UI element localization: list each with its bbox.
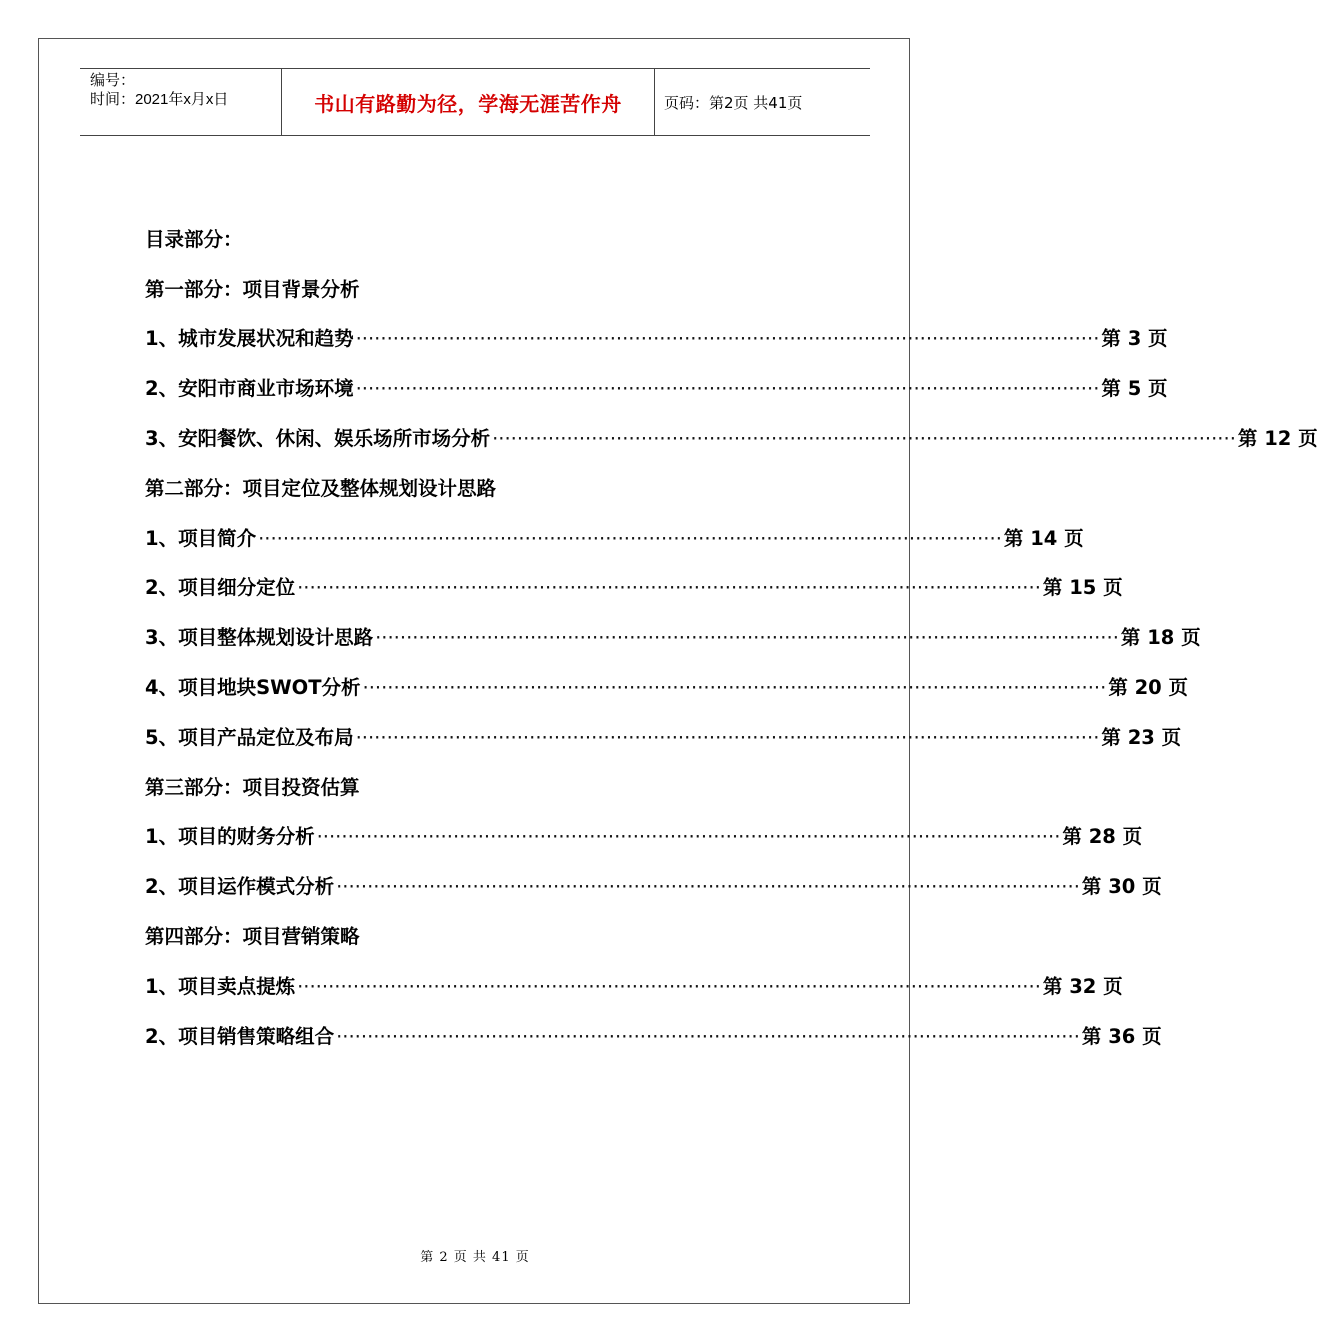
toc-entry-title: 3、安阳餐饮、休闲、娱乐场所市场分析 (145, 427, 491, 451)
toc-entry-title: 第二部分：项目定位及整体规划设计思路 (145, 476, 497, 500)
toc-page-number: 第 3 页 (1101, 327, 1168, 351)
toc-entry (145, 414, 1318, 464)
toc-leader-dots: ························································································································ (355, 725, 1100, 749)
toc-leader-dots: ························································································································ (336, 875, 1080, 899)
toc-entry-title: 1、项目卖点提炼 (145, 974, 296, 998)
header-number-label: 编号： (90, 72, 136, 89)
toc-heading (145, 464, 775, 514)
toc-page-number: 第 23 页 (1101, 725, 1182, 749)
toc-entry-title: 1、城市发展状况和趋势 (145, 327, 354, 351)
header-meta (80, 69, 282, 135)
toc-entry (145, 315, 1168, 365)
header-motto: 书山有路勤为径，学海无涯苦作舟 (282, 69, 655, 135)
toc-page-number: 第 32 页 (1042, 974, 1123, 998)
toc-leader-dots: ························································································································ (297, 974, 1041, 998)
toc-entry (145, 564, 1123, 614)
toc-leader-dots: ························································································································ (316, 825, 1061, 849)
toc-leader-dots: ························································································································ (297, 576, 1041, 600)
toc-heading (145, 265, 775, 315)
toc-leader-dots: ························································································································ (336, 1024, 1080, 1048)
toc-heading (145, 215, 775, 265)
toc-leader-dots: ························································································································ (258, 526, 1002, 550)
toc-page-number: 第 18 页 (1120, 626, 1201, 650)
toc-entry-title: 2、项目销售策略组合 (145, 1024, 335, 1048)
toc-entry (145, 613, 1201, 663)
toc-page-number: 第 28 页 (1062, 825, 1143, 849)
toc-page-number: 第 20 页 (1108, 676, 1189, 700)
toc-entry (145, 663, 1189, 713)
toc-page-number: 第 12 页 (1237, 427, 1318, 451)
page-header (80, 68, 870, 136)
toc-entry-title: 2、项目运作模式分析 (145, 875, 335, 899)
toc-entry-title: 2、项目细分定位 (145, 576, 296, 600)
toc-heading (145, 912, 775, 962)
toc-leader-dots: ························································································································ (375, 626, 1119, 650)
toc-page-number: 第 14 页 (1003, 526, 1084, 550)
toc-leader-dots: ························································································································ (492, 427, 1236, 451)
toc-entry-title: 目录部分： (145, 227, 243, 251)
toc-entry (145, 962, 1123, 1012)
header-page-info: 页码：第2页 共41页 (664, 93, 803, 112)
toc-entry-title: 1、项目简介 (145, 526, 257, 550)
header-time-label: 时间：2021年x月x日 (90, 91, 229, 108)
toc-page-number: 第 30 页 (1081, 875, 1162, 899)
toc-leader-dots: ························································································································ (362, 676, 1107, 700)
toc-entry-title: 5、项目产品定位及布局 (145, 725, 354, 749)
toc-entry-title: 2、安阳市商业市场环境 (145, 377, 354, 401)
toc-entry (145, 364, 1168, 414)
page-footer: 第 2 页 共 41 页 (420, 1250, 530, 1265)
toc-heading (145, 763, 775, 813)
toc-leader-dots: ························································································································ (355, 377, 1100, 401)
toc-entry-title: 第一部分：项目背景分析 (145, 277, 360, 301)
toc-page-number: 第 36 页 (1081, 1024, 1162, 1048)
table-of-contents (145, 215, 1318, 1062)
toc-leader-dots: ························································································································ (355, 327, 1100, 351)
toc-entry-title: 1、项目的财务分析 (145, 825, 315, 849)
toc-page-number: 第 5 页 (1101, 377, 1168, 401)
toc-entry (145, 862, 1162, 912)
toc-entry (145, 1012, 1162, 1062)
toc-entry (145, 813, 1143, 863)
toc-entry-title: 第三部分：项目投资估算 (145, 775, 360, 799)
toc-entry-title: 4、项目地块SWOT分析 (145, 676, 361, 700)
toc-entry-title: 第四部分：项目营销策略 (145, 925, 360, 949)
toc-entry (145, 713, 1182, 763)
toc-entry (145, 514, 1084, 564)
toc-entry-title: 3、项目整体规划设计思路 (145, 626, 374, 650)
toc-page-number: 第 15 页 (1042, 576, 1123, 600)
